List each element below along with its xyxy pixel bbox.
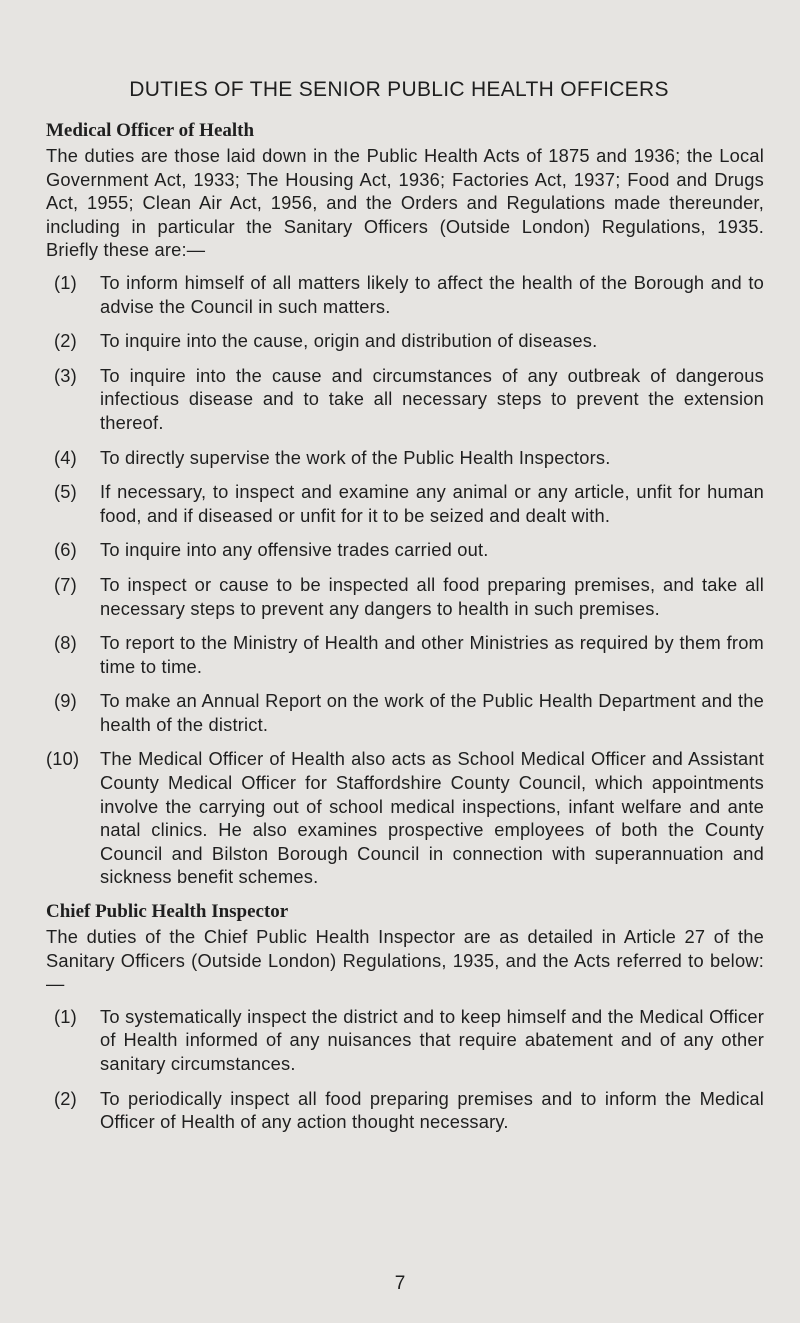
list-item	[46, 446, 764, 470]
item-text: The Medical Officer of Health also acts as School Medical Officer and Assistant County Medical Officer for Staffordshire County Council, which appointments involve the carrying out of school medical inspections, infant welfare and ante natal clinics. He also examines prospective employees of both the County Council and Bilston Borough Council in connection with superannuation and sickness benefit schemes.	[100, 748, 764, 888]
list-item	[46, 1087, 764, 1134]
item-text: To inquire into the cause, origin and distribution of diseases.	[100, 330, 598, 352]
item-number: (9)	[54, 690, 77, 712]
duties-list	[46, 271, 764, 889]
list-item	[46, 364, 764, 435]
item-text: To report to the Ministry of Health and other Ministries as required by them from time to time.	[100, 632, 764, 677]
list-item	[46, 329, 764, 353]
item-number: (1)	[54, 271, 77, 293]
item-text: To inform himself of all matters likely to affect the health of the Borough and to advise the Council in such matters.	[100, 271, 764, 317]
page-number: 7	[394, 1273, 406, 1294]
list-item	[46, 271, 764, 318]
document-page	[46, 78, 764, 1145]
list-item	[46, 747, 764, 889]
item-number: (6)	[54, 539, 77, 561]
item-number: (1)	[54, 1005, 77, 1027]
duties-list	[46, 1005, 764, 1134]
section-heading: Medical Officer of Health	[46, 120, 255, 141]
item-text: To make an Annual Report on the work of the Public Health Department and the health of the district.	[100, 690, 764, 735]
section-medical-officer	[46, 120, 764, 889]
item-text: To inquire into any offensive trades carried out.	[100, 539, 489, 561]
page-title: DUTIES OF THE SENIOR PUBLIC HEALTH OFFICERS	[129, 78, 669, 101]
item-text: To systematically inspect the district and to keep himself and the Medical Officer of Health informed of any nuisances that require abatement and of any other sanitary circumstances.	[100, 1005, 764, 1074]
list-item	[46, 1005, 764, 1076]
section-heading: Chief Public Health Inspector	[46, 901, 289, 923]
item-text: If necessary, to inspect and examine any animal or any article, unfit for human food, and if diseased or unfit for it to be seized and dealt with.	[100, 481, 764, 526]
item-text: To inquire into the cause and circumstances of any outbreak of dangerous infectious disease and to take all necessary steps to prevent the extension thereof.	[100, 364, 764, 433]
section-intro: The duties of the Chief Public Health Inspector are as detailed in Article 27 of the Sanitary Officers (Outside London) Regulations, 1935, and the Acts referred to below:—	[46, 926, 764, 995]
list-item	[46, 631, 764, 678]
item-number: (4)	[54, 446, 77, 468]
item-number: (2)	[54, 1087, 77, 1109]
list-item	[46, 480, 764, 527]
list-item	[46, 538, 764, 562]
item-number: (10)	[46, 748, 80, 770]
item-number: (3)	[54, 364, 77, 386]
item-number: (5)	[54, 481, 77, 503]
list-item	[46, 689, 764, 736]
item-number: (8)	[54, 632, 77, 654]
item-number: (7)	[54, 573, 77, 595]
item-text: To periodically inspect all food preparing premises and to inform the Medical Officer of Health of any action thought necessary.	[100, 1087, 764, 1133]
item-number: (2)	[54, 330, 77, 352]
list-item	[46, 573, 764, 620]
section-intro: The duties are those laid down in the Public Health Acts of 1875 and 1936; the Local Government Act, 1933; The Housing Act, 1936; Factories Act, 1937; Food and Drugs Act, 1955; Clean Air Act, 1956, and the Orders and Regulations made thereunder, including in particular the Sanitary Officers (Outside London) Regulations, 1935. Briefly these are:—	[46, 145, 764, 261]
section-chief-inspector	[46, 901, 764, 1134]
item-text: To directly supervise the work of the Public Health Inspectors.	[100, 446, 611, 468]
item-text: To inspect or cause to be inspected all food preparing premises, and take all necessary steps to prevent any dangers to health in such premises.	[100, 573, 764, 619]
